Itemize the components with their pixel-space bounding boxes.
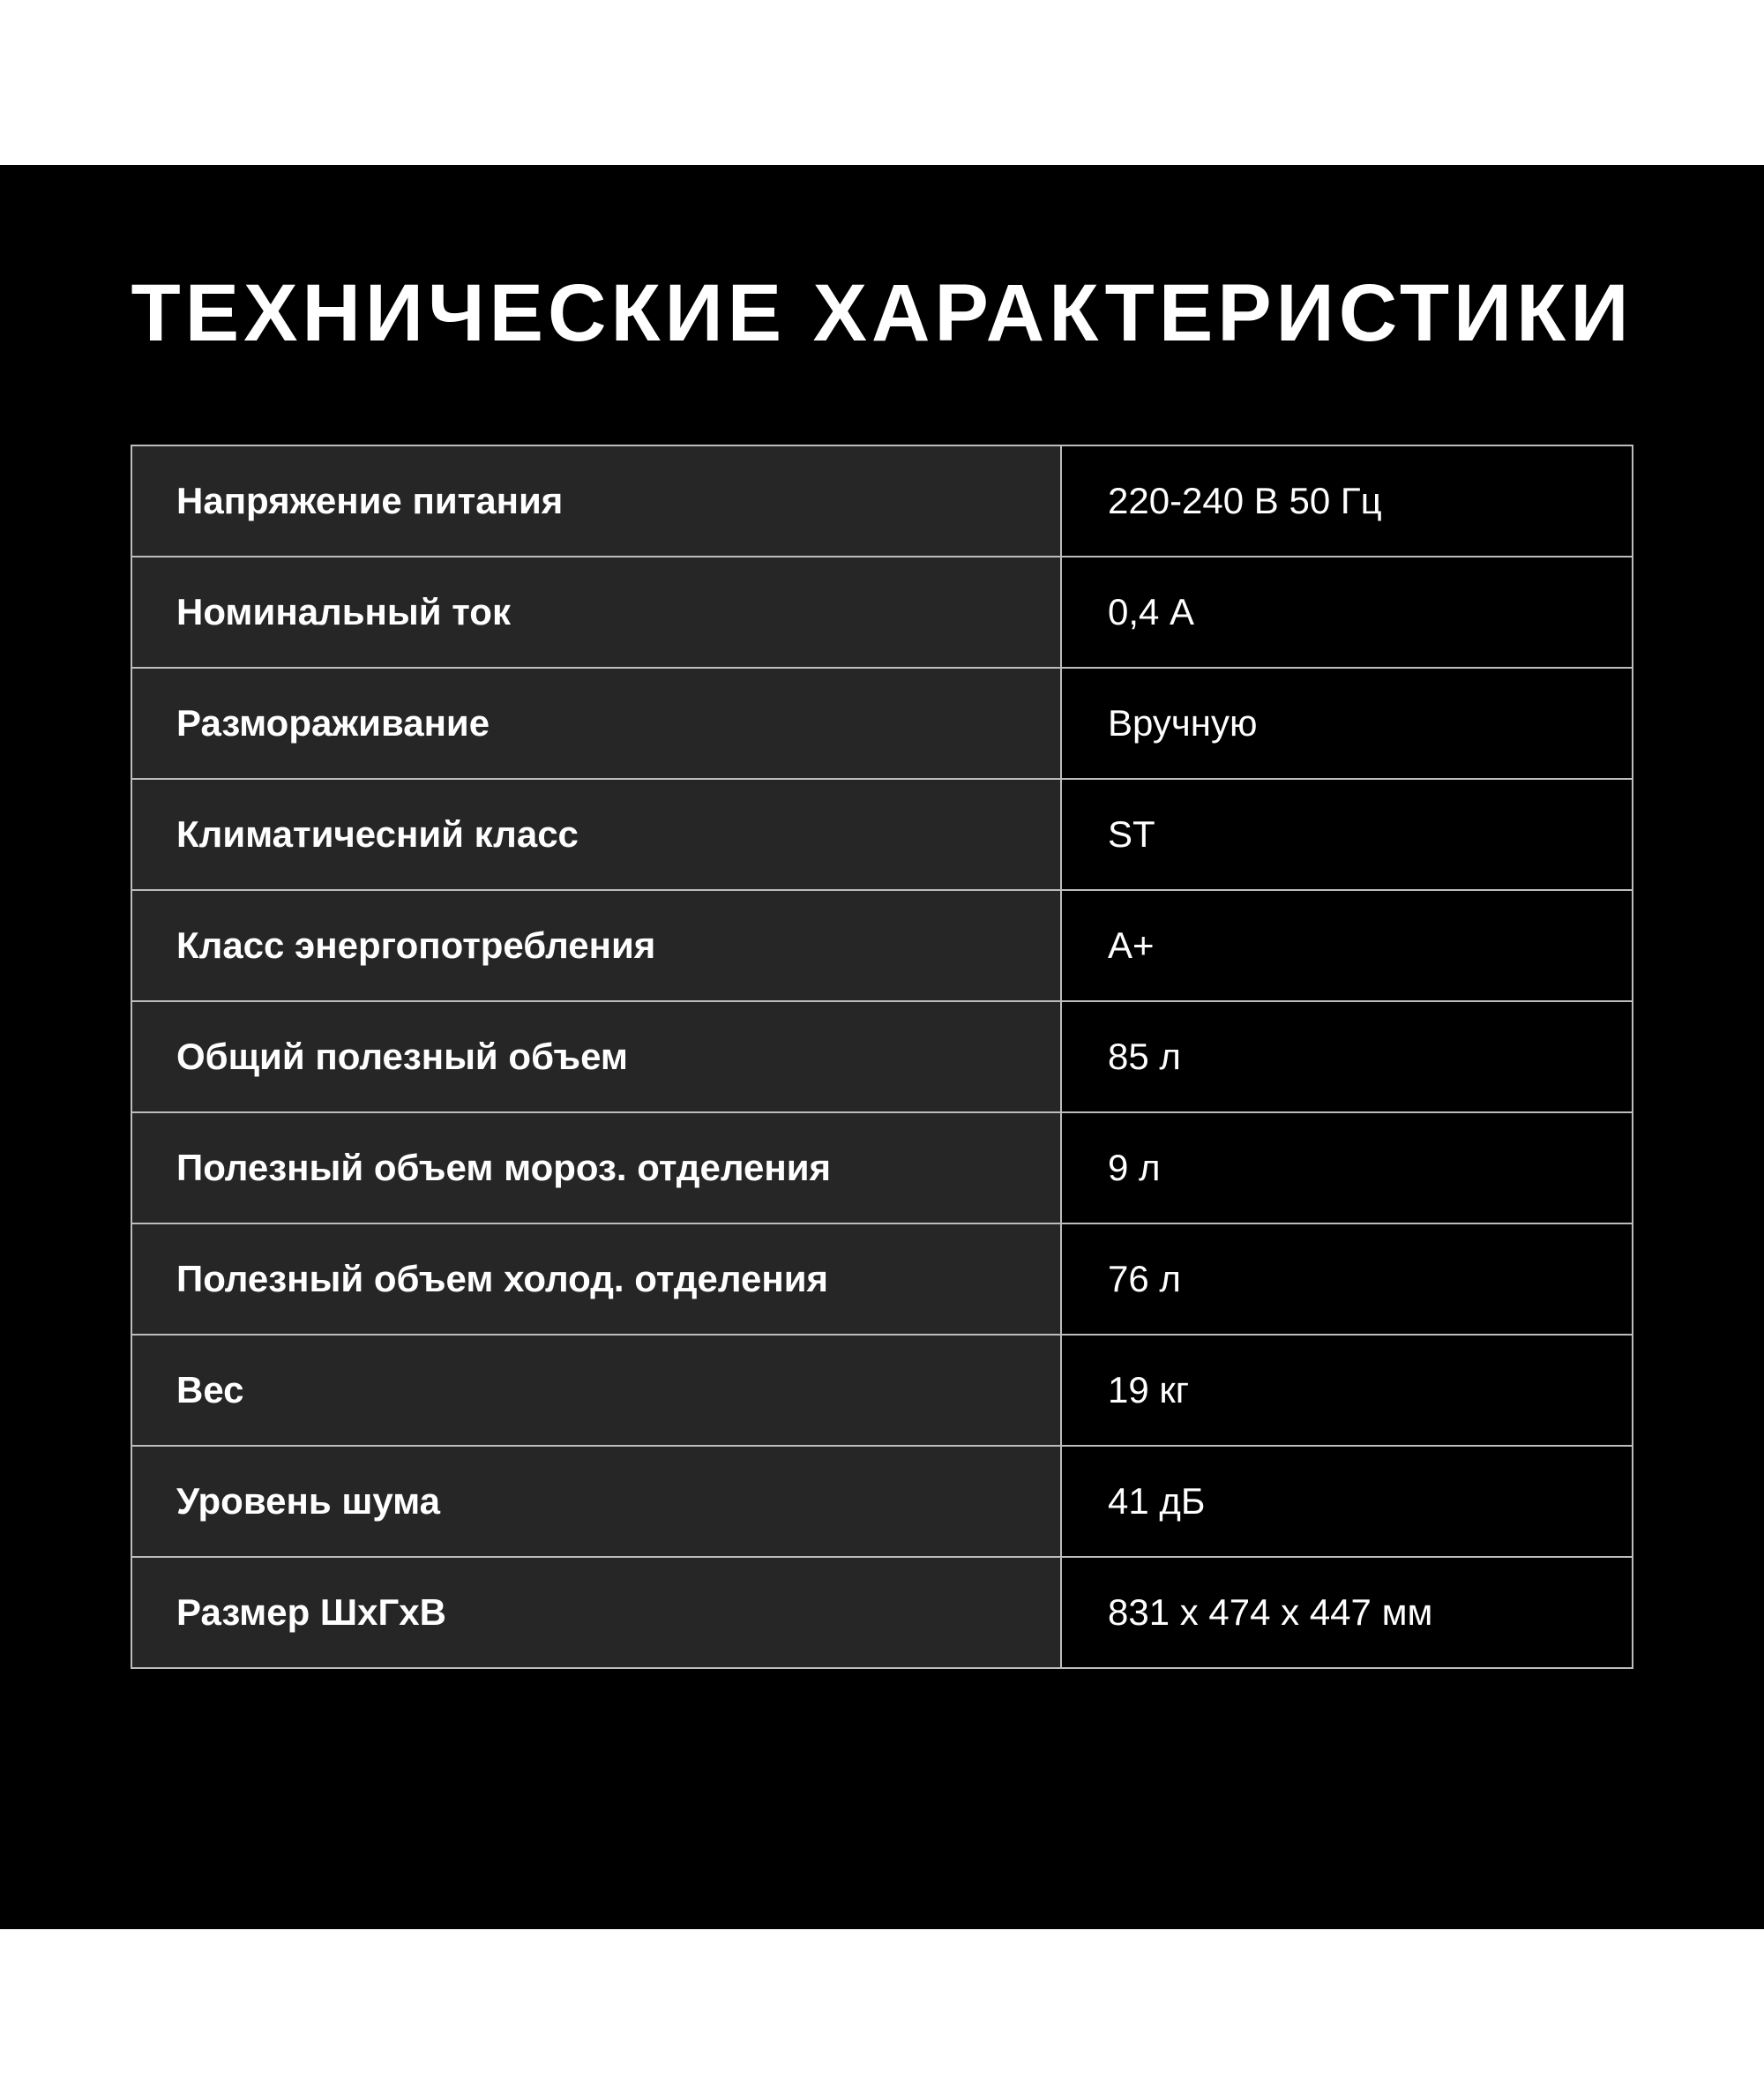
- spec-value: 41 дБ: [1061, 1446, 1633, 1557]
- page-title: ТЕХНИЧЕСКИЕ ХАРАКТЕРИСТИКИ: [131, 268, 1633, 358]
- table-row: [131, 779, 1633, 890]
- spec-label: Климатичесний класс: [131, 779, 1061, 890]
- spec-label: Общий полезный объем: [131, 1001, 1061, 1112]
- spec-value: 831 x 474 x 447 мм: [1061, 1557, 1633, 1668]
- table-row: [131, 1446, 1633, 1557]
- spec-value: 76 л: [1061, 1223, 1633, 1335]
- table-row: [131, 1223, 1633, 1335]
- specs-table: [131, 445, 1633, 1669]
- table-row: [131, 1335, 1633, 1446]
- table-row: [131, 1112, 1633, 1223]
- spec-label: Полезный объем холод. отделения: [131, 1223, 1061, 1335]
- table-row: [131, 1557, 1633, 1668]
- spec-label: Вес: [131, 1335, 1061, 1446]
- spec-value: ST: [1061, 779, 1633, 890]
- spec-value: 220-240 В 50 Гц: [1061, 445, 1633, 557]
- table-row: [131, 668, 1633, 779]
- table-row: [131, 890, 1633, 1001]
- spec-label: Уровень шума: [131, 1446, 1061, 1557]
- spec-label: Размер ШхГхВ: [131, 1557, 1061, 1668]
- spec-value: Вручную: [1061, 668, 1633, 779]
- table-row: [131, 445, 1633, 557]
- spec-label: Класс энергопотребления: [131, 890, 1061, 1001]
- spec-label: Напряжение питания: [131, 445, 1061, 557]
- spec-value: А+: [1061, 890, 1633, 1001]
- spec-label: Полезный объем мороз. отделения: [131, 1112, 1061, 1223]
- spec-label: Размораживание: [131, 668, 1061, 779]
- table-row: [131, 1001, 1633, 1112]
- spec-value: 85 л: [1061, 1001, 1633, 1112]
- spec-label: Номинальный ток: [131, 557, 1061, 668]
- table-row: [131, 557, 1633, 668]
- spec-value: 0,4 А: [1061, 557, 1633, 668]
- spec-value: 9 л: [1061, 1112, 1633, 1223]
- spec-value: 19 кг: [1061, 1335, 1633, 1446]
